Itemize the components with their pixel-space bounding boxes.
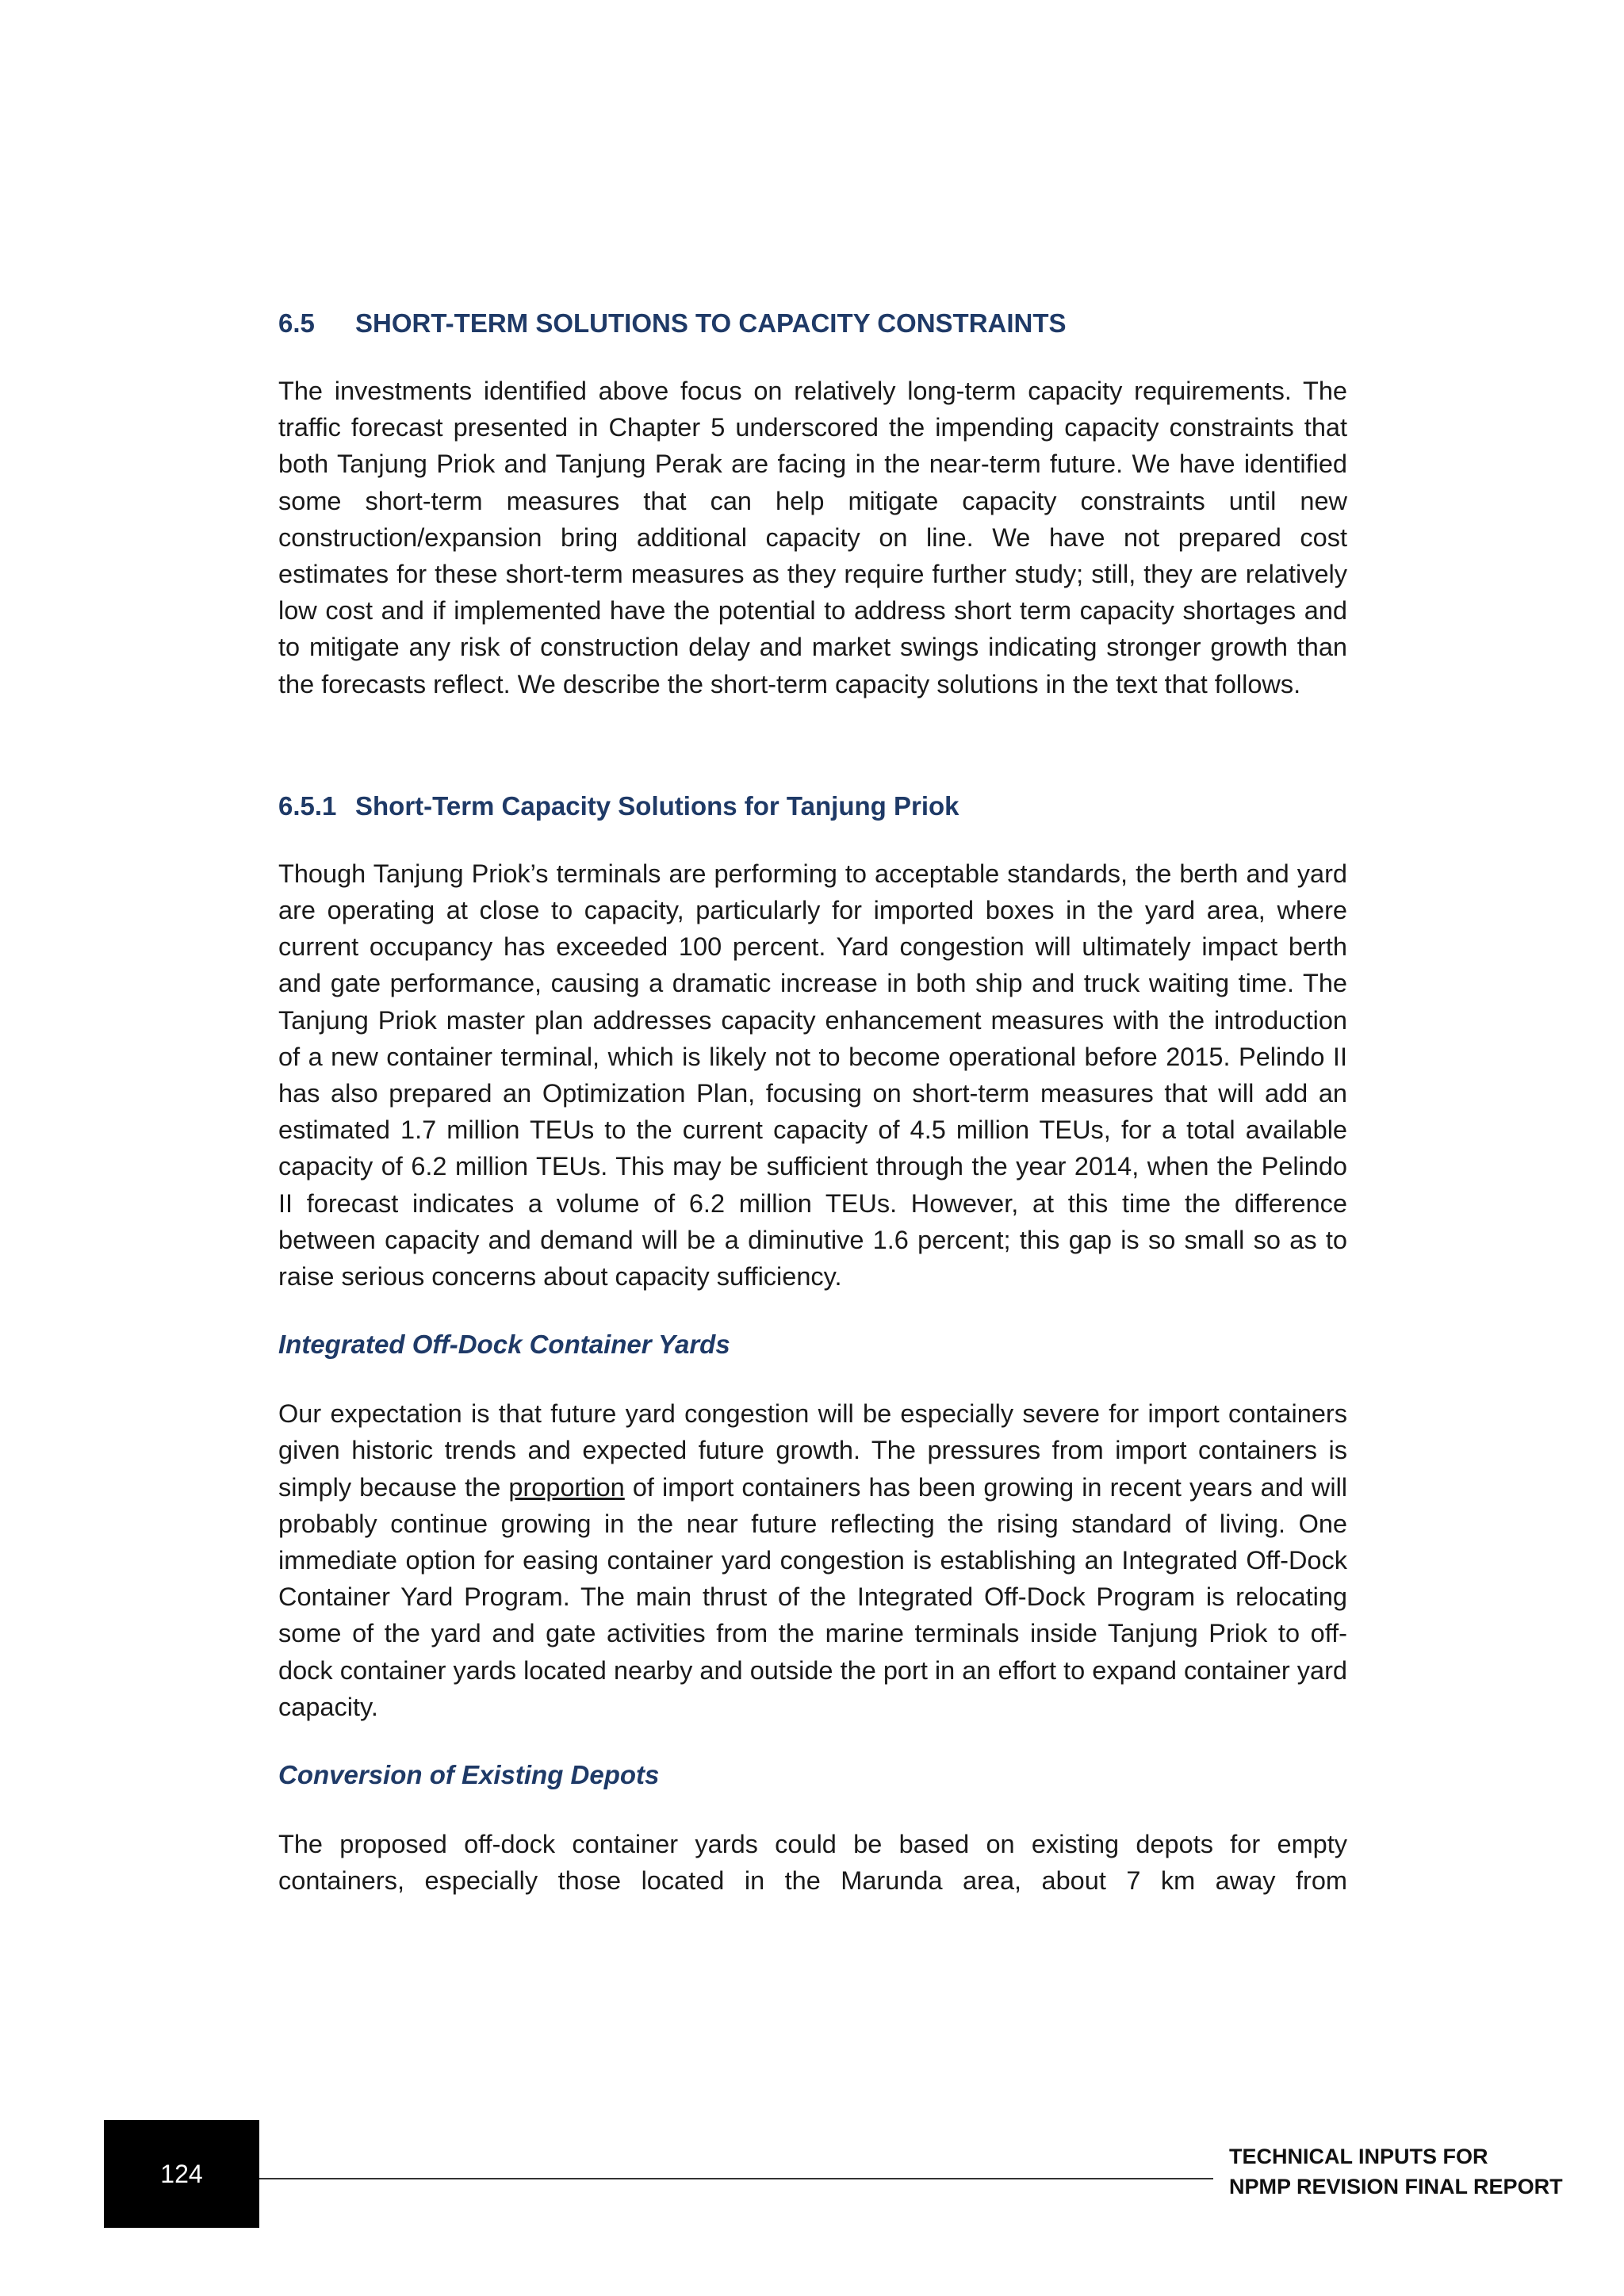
section-number: 6.5 [278, 308, 315, 338]
footer-report-title [1229, 2141, 1602, 2202]
subsection-title: Short-Term Capacity Solutions for Tanjung Priok [355, 790, 959, 821]
section-title: SHORT-TERM SOLUTIONS TO CAPACITY CONSTRAINTS [355, 308, 1067, 338]
footer-title-line1: TECHNICAL INPUTS FOR [1229, 2145, 1488, 2168]
footer-divider [259, 2178, 1213, 2179]
page-number-box [104, 2120, 259, 2228]
depots-heading: Conversion of Existing Depots [278, 1760, 660, 1790]
section-heading [278, 305, 1347, 342]
offdock-heading: Integrated Off-Dock Container Yards [278, 1330, 730, 1360]
page-number: 124 [160, 2159, 203, 2188]
subsection-paragraph: Though Tanjung Priok’s terminals are performing to acceptable standards, the berth and yard are operating at close to capacity, particularly for imported boxes in the yard area, where current occupancy has exceeded 100 percent. Yard congestion will ultimately impact berth and gate performance, causing a dramatic increase in both ship and truck waiting time. The Tanjung Priok master plan addresses capacity enhancement measures with the introduction of a new container terminal, which is likely not to become operational before 2015. Pelindo II has also prepared an Optimization Plan, focusing on short-term measures that will add an estimated 1.7 million TEUs to the current capacity of 4.5 million TEUs, for a total available capacity of 6.2 million TEUs. This may be sufficient through the year 2014, when the Pelindo II forecast indicates a volume of 6.2 million TEUs. However, at this time the difference between capacity and demand will be a diminutive 1.6 percent; this gap is so small so as to raise serious concerns about capacity sufficiency. [278, 859, 1347, 1292]
offdock-paragraph [278, 1395, 1347, 1725]
offdock-text-after: of import containers has been growing in recent years and will probably continue growing in the near future reflecting the rising standard of living. One immediate option for easing container yard congestion is establishing an Integrated Off-Dock Container Yard Program. The main thrust of the Integrated Off-Dock Program is relocating some of the yard and gate activities from the marine terminals inside Tanjung Priok to off-dock container yards located nearby and outside the port in an effort to expand container yard capacity. [278, 1472, 1348, 1721]
offdock-text-before: Our expectation is that future yard congestion will be especially severe for import containers given historic trends and expected future growth. The pressures from import containers is simply because the [278, 1399, 1347, 1502]
subsection-number: 6.5.1 [278, 790, 337, 821]
depots-paragraph: The proposed off-dock container yards could be based on existing depots for empty containers, especially those located in the Marunda area, about 7 km away from [278, 1830, 1347, 1896]
page-content [278, 305, 1347, 1900]
footer-title-line2: NPMP REVISION FINAL REPORT [1229, 2175, 1563, 2198]
subsection-heading [278, 788, 1347, 825]
offdock-underlined-word: proportion [508, 1472, 625, 1502]
section-intro-paragraph: The investments identified above focus on relatively long-term capacity requirements. The traffic forecast presented in Chapter 5 underscored the impending capacity constraints that both Tanjung Priok and Tanjung Perak are facing in the near-term future. We have identified some short-term measures that can help mitigate capacity constraints until new construction/expansion bring additional capacity on line. We have not prepared cost estimates for these short-term measures as they require further study; still, they are relatively low cost and if implemented have the potential to address short term capacity shortages and to mitigate any risk of construction delay and market swings indicating stronger growth than the forecasts reflect. We describe the short-term capacity solutions in the text that follows. [278, 377, 1347, 698]
